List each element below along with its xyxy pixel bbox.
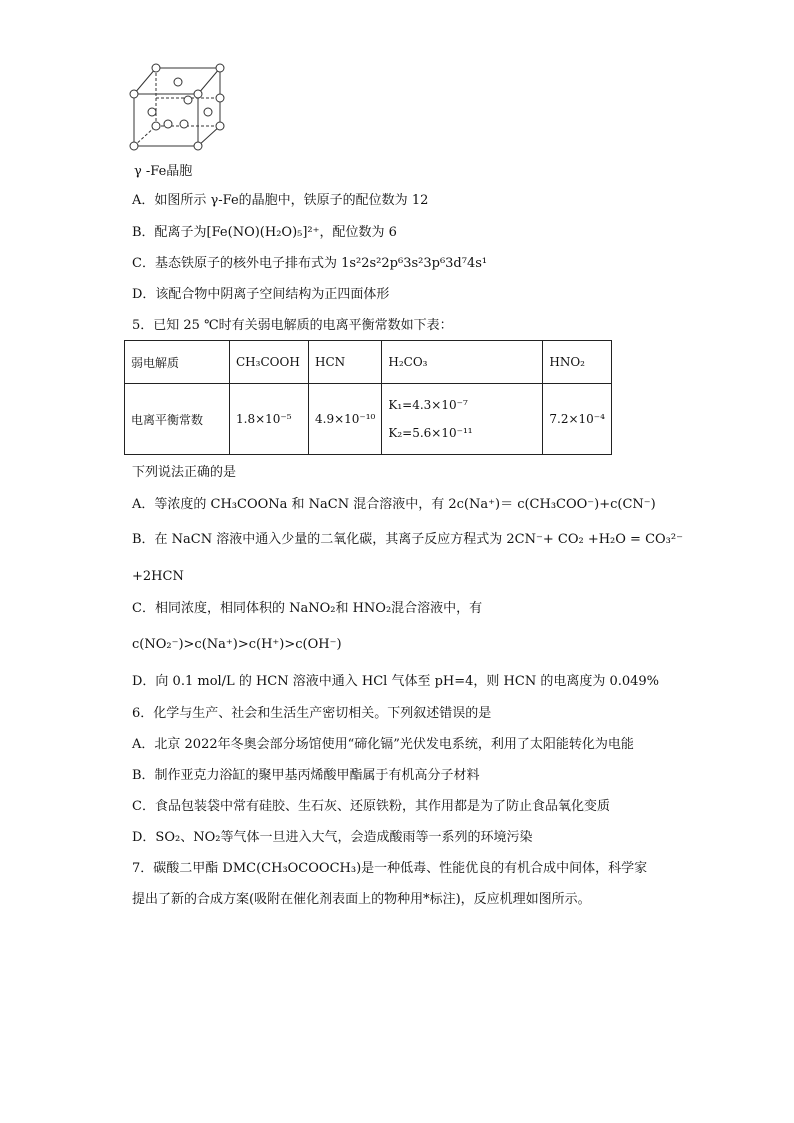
q6-stem: 6．化学与生产、社会和生活生产密切相关。下列叙述错误的是	[132, 706, 492, 721]
table-cell-k-values	[382, 384, 543, 455]
q5-option-b-line2: +2HCN	[132, 569, 184, 584]
q5-option-a: A．等浓度的 CH₃COONa 和 NaCN 混合溶液中，有 2c(Na⁺)＝ c(CH₃COO⁻)+c(CN⁻)	[132, 497, 656, 512]
q5-option-b-line1: B．在 NaCN 溶液中通入少量的二氧化碳，其离子反应方程式为 2CN⁻+ CO₂ +H₂O = CO₃²⁻	[132, 532, 683, 547]
table-cell: 1.8×10⁻⁵	[230, 384, 309, 455]
q4-option-c: C．基态铁原子的核外电子排布式为 1s²2s²2p⁶3s²3p⁶3d⁷4s¹	[132, 256, 488, 271]
k2-value: K₂=5.6×10⁻¹¹	[388, 426, 473, 440]
table-header-cell: HNO₂	[543, 341, 612, 384]
q5-option-c-line2: c(NO₂⁻)>c(Na⁺)>c(H⁺)>c(OH⁻)	[132, 637, 342, 652]
ionization-constant-table	[124, 340, 612, 455]
figure-caption: γ -Fe晶胞	[134, 164, 193, 179]
table-header-cell: H₂CO₃	[382, 341, 543, 384]
q5-stem: 5．已知 25 ℃时有关弱电解质的电离平衡常数如下表：	[132, 318, 453, 333]
table-header-cell: HCN	[309, 341, 382, 384]
q5-option-c-line1: C．相同浓度，相同体积的 NaNO₂和 HNO₂混合溶液中，有	[132, 601, 483, 616]
table-header-row	[125, 341, 612, 384]
q5-prompt: 下列说法正确的是	[132, 465, 237, 480]
table-row-label: 电离平衡常数	[125, 384, 230, 455]
q6-option-b: B．制作亚克力浴缸的聚甲基丙烯酸甲酯属于有机高分子材料	[132, 768, 480, 783]
q6-option-d: D．SO₂、NO₂等气体一旦进入大气，会造成酸雨等一系列的环境污染	[132, 830, 533, 845]
k1-value: K₁=4.3×10⁻⁷	[388, 398, 468, 412]
q4-option-b: B．配离子为[Fe(NO)(H₂O)₅]²⁺，配位数为 6	[132, 225, 397, 240]
table-header-cell: CH₃COOH	[230, 341, 309, 384]
table-row	[125, 384, 612, 455]
table-cell: 7.2×10⁻⁴	[543, 384, 612, 455]
q4-option-d: D．该配合物中阴离子空间结构为正四面体形	[132, 287, 390, 302]
q7-stem-line1: 7．碳酸二甲酯 DMC(CH₃OCOOCH₃)是一种低毒、性能优良的有机合成中间体，科学家	[132, 861, 648, 876]
q5-option-d: D．向 0.1 mol/L 的 HCN 溶液中通入 HCl 气体至 pH=4，则 HCN 的电离度为 0.049%	[132, 674, 660, 689]
table-cell: 4.9×10⁻¹⁰	[309, 384, 382, 455]
q4-option-a: A．如图所示 γ-Fe的晶胞中，铁原子的配位数为 12	[132, 193, 429, 208]
q7-stem-line2: 提出了新的合成方案(吸附在催化剂表面上的物种用*标注)，反应机理如图所示。	[132, 892, 591, 907]
q6-option-c: C．食品包装袋中常有硅胶、生石灰、还原铁粉，其作用都是为了防止食品氧化变质	[132, 799, 610, 814]
table-header-cell: 弱电解质	[125, 341, 230, 384]
q6-option-a: A．北京 2022年冬奥会部分场馆使用“碲化镉”光伏发电系统，利用了太阳能转化为电能	[132, 737, 634, 752]
